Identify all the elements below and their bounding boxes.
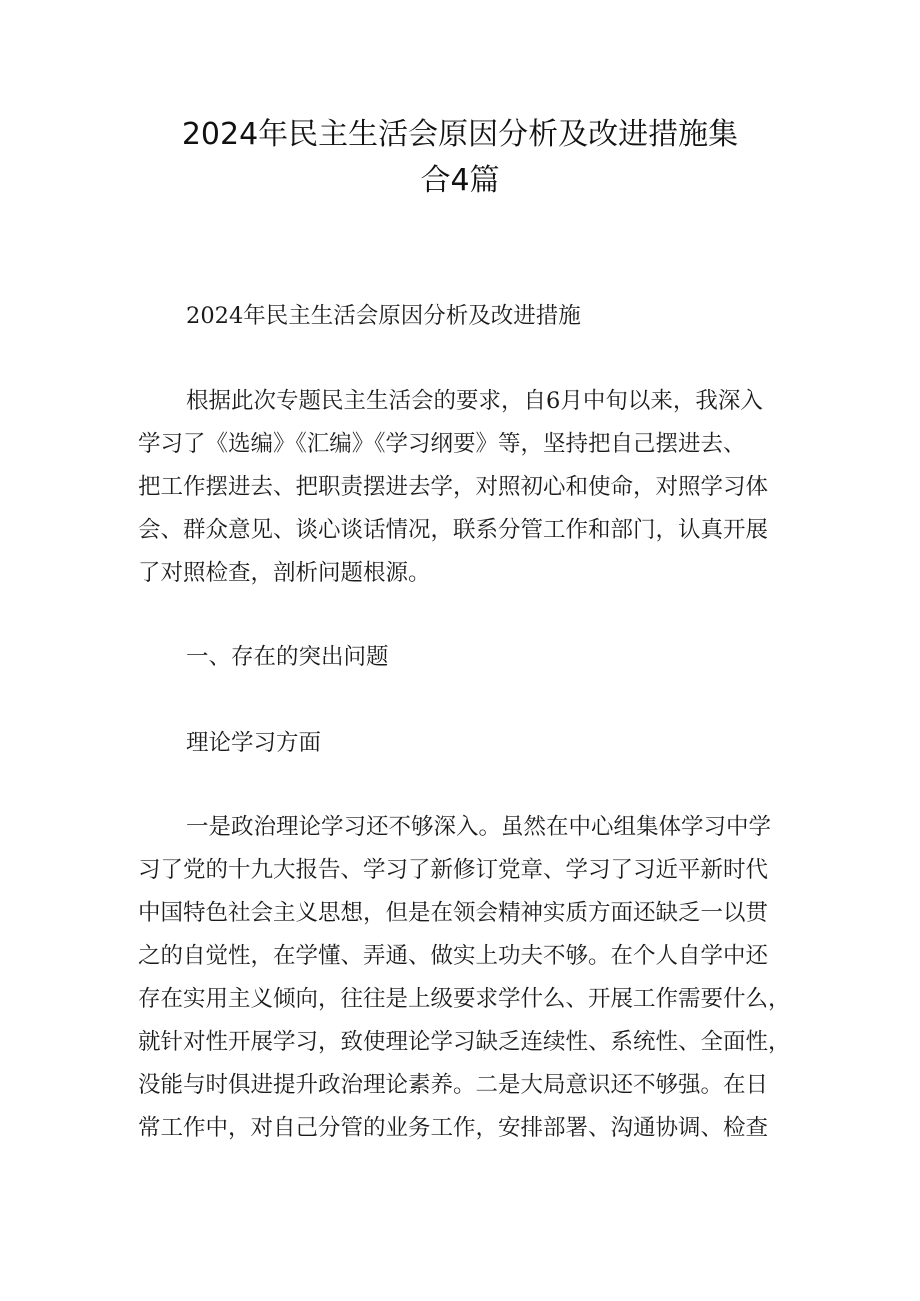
- sub-heading: [138, 722, 788, 765]
- body-paragraph: [138, 806, 791, 1150]
- body-line: 中国特色社会主义思想，但是在领会精神实质方面还缺乏一以贯: [138, 900, 769, 926]
- subtitle: [138, 295, 788, 338]
- intro-line: 会、群众意见、谈心谈话情况，联系分管工作和部门，认真开展: [138, 517, 769, 543]
- body-line: 之的自觉性，在学懂、弄通、做实上功夫不够。在个人自学中还: [138, 943, 769, 969]
- sub-heading-text: 理论学习方面: [186, 730, 322, 756]
- body-line: 一是政治理论学习还不够深入。虽然在中心组集体学习中学: [186, 814, 772, 840]
- section-heading: [138, 636, 788, 679]
- intro-line: 学习了《选编》《汇编》《学习纲要》等，坚持把自己摆进去、: [138, 431, 746, 457]
- body-line: 没能与时俱进提升政治理论素养。二是大局意识还不够强。在日: [138, 1072, 769, 1098]
- intro-line: 了对照检查，剖析问题根源。: [138, 560, 431, 586]
- title-line-2: 合4篇: [420, 163, 500, 198]
- subtitle-text: 2024年民主生活会原因分析及改进措施: [186, 303, 581, 329]
- intro-paragraph: [138, 380, 788, 595]
- section-heading-text: 一、存在的突出问题: [186, 644, 389, 670]
- body-line: 常工作中，对自己分管的业务工作，安排部署、沟通协调、检查: [138, 1115, 769, 1141]
- body-line: 就针对性开展学习，致使理论学习缺乏连续性、系统性、全面性，: [138, 1029, 791, 1055]
- intro-line: 根据此次专题民主生活会的要求，自6月中旬以来，我深入: [186, 388, 763, 414]
- intro-line: 把工作摆进去、把职责摆进去学，对照初心和使命，对照学习体: [138, 474, 769, 500]
- title-line-1: 2024年民主生活会原因分析及改进措施集: [181, 117, 739, 152]
- body-line: 习了党的十九大报告、学习了新修订党章、学习了习近平新时代: [138, 857, 769, 883]
- document-title: [140, 112, 780, 204]
- body-line: 存在实用主义倾向，往往是上级要求学什么、开展工作需要什么，: [138, 986, 791, 1012]
